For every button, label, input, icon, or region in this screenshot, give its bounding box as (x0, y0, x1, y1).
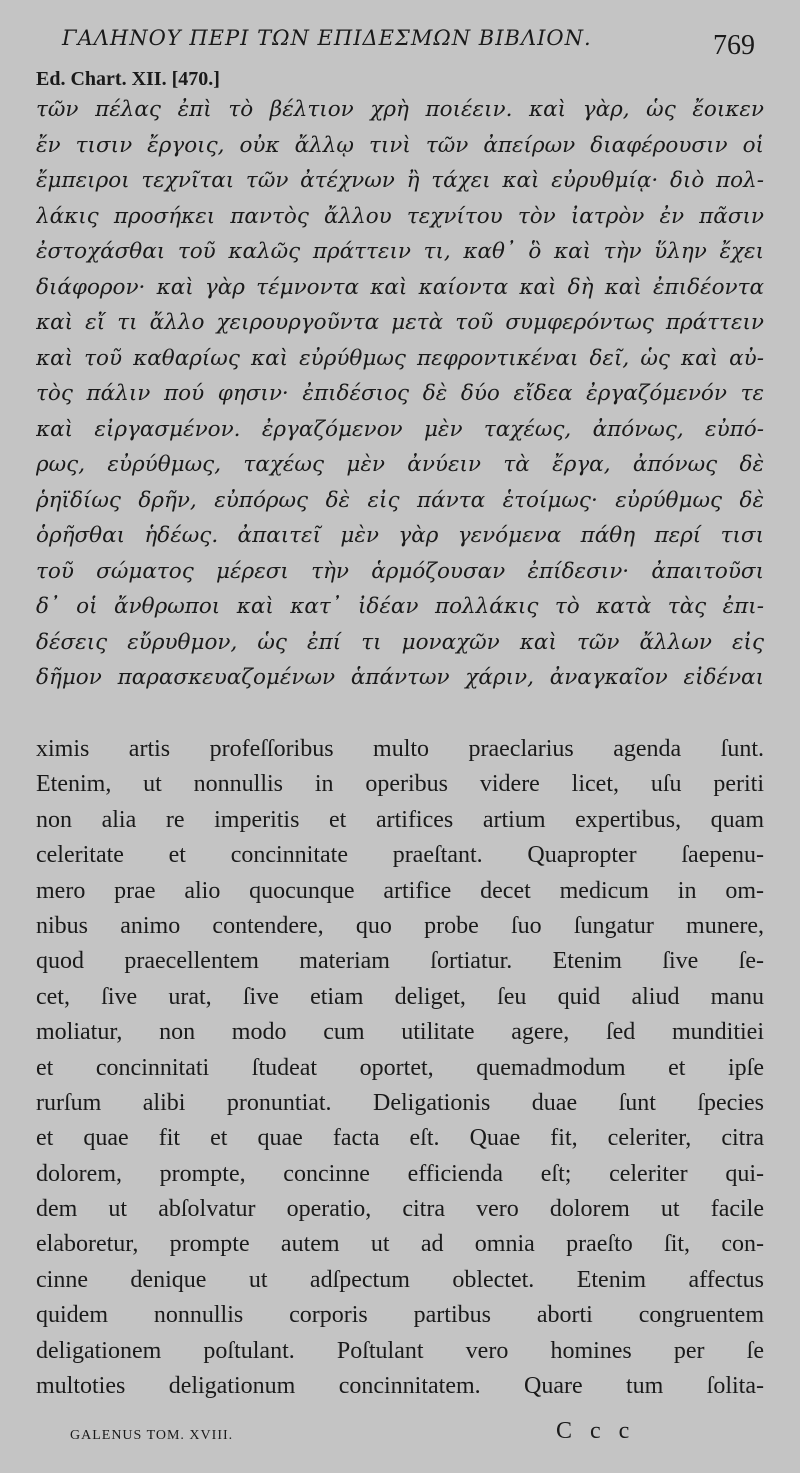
greek-text-line: ἐστοχάσθαι τοῦ καλῶς πράττειν τι, καθ᾿ ὃ καὶ τὴν ὕλην ἔχει (36, 239, 764, 264)
footer-signature-mark: C c c (556, 1418, 636, 1444)
greek-text-line: ρως, εὐρύθμως, ταχέως μὲν ἀνύειν τὰ ἔργα, ἀπόνως δὲ (36, 452, 764, 477)
edition-reference: Ed. Chart. XII. [470.] (36, 68, 220, 90)
latin-text-line: non alia re imperitis et artifices artium expertibus, quam (36, 806, 764, 833)
greek-text-line: τὸς πάλιν πού φησιν· ἐπιδέσιος δὲ δύο εἴδεα ἐργαζόμενόν τε (36, 381, 764, 406)
running-title: ΓΑΛΗΝΟΥ ΠΕΡΙ ΤΩΝ ΕΠΙΔΕΣΜΩΝ ΒΙΒΛΙΟΝ. (62, 26, 592, 50)
latin-text-line: multoties deligationum concinnitatem. Quare tum ſolita- (36, 1373, 764, 1400)
greek-text-line: δ᾿ οἱ ἄνθρωποι καὶ κατ᾿ ἰδέαν πολλάκις τὸ κατὰ τὰς ἐπι- (36, 594, 764, 619)
latin-text-line: quod praecellentem materiam ſortiatur. Etenim ſive ſe- (36, 948, 764, 975)
greek-text-line: ἔμπειροι τεχνῖται τῶν ἀτέχνων ἢ τάχει καὶ εὐρυθμίᾳ· διὸ πολ- (36, 168, 764, 193)
latin-text-line: cet, ſive urat, ſive etiam deliget, ſeu quid aliud manu (36, 983, 764, 1010)
latin-text-line: dem ut abſolvatur operatio, citra vero dolorem ut facile (36, 1196, 764, 1223)
greek-text-line: ὁρῆσθαι ἡδέως. ἀπαιτεῖ μὲν γὰρ γενόμενα πάθη περί τισι (36, 523, 764, 548)
latin-text-line: ximis artis profeſſoribus multo praeclarius agenda ſunt. (36, 736, 764, 762)
latin-text-line: et concinnitati ſtudeat oportet, quemadmodum et ipſe (36, 1054, 764, 1081)
latin-text-block (36, 732, 764, 1404)
latin-text-line: moliatur, non modo cum utilitate agere, ſed munditiei (36, 1019, 764, 1046)
greek-text-line: καὶ τοῦ καθαρίως καὶ εὐρύθμως πεφροντικέναι δεῖ, ὡς καὶ αὐ- (36, 345, 764, 371)
greek-text-line: καὶ εἴ τι ἄλλο χειρουργοῦντα μετὰ τοῦ συμφερόντως πράττειν (36, 310, 764, 335)
greek-text-block (36, 92, 764, 696)
latin-text-line: elaboretur, prompte autem ut ad omnia praeſto ſit, con- (36, 1231, 764, 1258)
greek-text-line: καὶ εἰργασμένον. ἐργαζόμενον μὲν ταχέως, ἀπόνως, εὐπό- (36, 416, 764, 442)
greek-text-line: διάφορον· καὶ γὰρ τέμνοντα καὶ καίοντα καὶ δὴ καὶ ἐπιδέοντα (36, 274, 764, 300)
footer-signature: GALENUS TOM. XVIII. (70, 1428, 234, 1443)
latin-text-line: nibus animo contendere, quo probe ſuo ſungatur munere, (36, 912, 764, 939)
latin-text-line: dolorem, prompte, concinne efficienda eſt; celeriter qui- (36, 1160, 764, 1187)
latin-text-line: rurſum alibi pronuntiat. Deligationis duae ſunt ſpecies (36, 1089, 764, 1116)
greek-text-line: δέσεις εὔρυθμον, ὡς ἐπί τι μοναχῶν καὶ τῶν ἄλλων εἰς (36, 629, 764, 655)
latin-text-line: Etenim, ut nonnullis in operibus videre licet, uſu periti (36, 771, 764, 798)
greek-text-line: τοῦ σώματος μέρεσι τὴν ἁρμόζουσαν ἐπίδεσιν· ἀπαιτοῦσι (36, 558, 764, 584)
greek-text-line: τῶν πέλας ἐπὶ τὸ βέλτιον χρὴ ποιέειν. καὶ γὰρ, ὡς ἔοικεν (36, 97, 764, 122)
greek-text-line: λάκις προσήκει παντὸς ἄλλου τεχνίτου τὸν ἰατρὸν ἐν πᾶσιν (36, 203, 764, 229)
latin-text-line: deligationem poſtulant. Poſtulant vero homines per ſe (36, 1337, 764, 1364)
greek-text-line: ἔν τισιν ἔργοις, οὐκ ἄλλῳ τινὶ τῶν ἀπείρων διαφέρουσιν οἱ (36, 132, 764, 158)
latin-text-line: quidem nonnullis corporis partibus aborti congruentem (36, 1302, 764, 1329)
latin-text-line: cinne denique ut adſpectum oblectet. Etenim affectus (36, 1266, 764, 1293)
latin-text-line: celeritate et concinnitate praeſtant. Quapropter ſaepenu- (36, 842, 764, 869)
latin-text-line: mero prae alio quocunque artifice decet medicum in om- (36, 877, 764, 904)
greek-text-line: ῥηϊδίως δρῆν, εὐπόρως δὲ εἰς πάντα ἑτοίμως· εὐρύθμως δὲ (36, 487, 764, 513)
page-number: 769 (713, 30, 755, 61)
greek-text-line: δῆμον παρασκευαζομένων ἁπάντων χάριν, ἀναγκαῖον εἰδέναι (36, 665, 764, 690)
latin-text-line: et quae fit et quae facta eſt. Quae fit, celeriter, citra (36, 1125, 764, 1152)
